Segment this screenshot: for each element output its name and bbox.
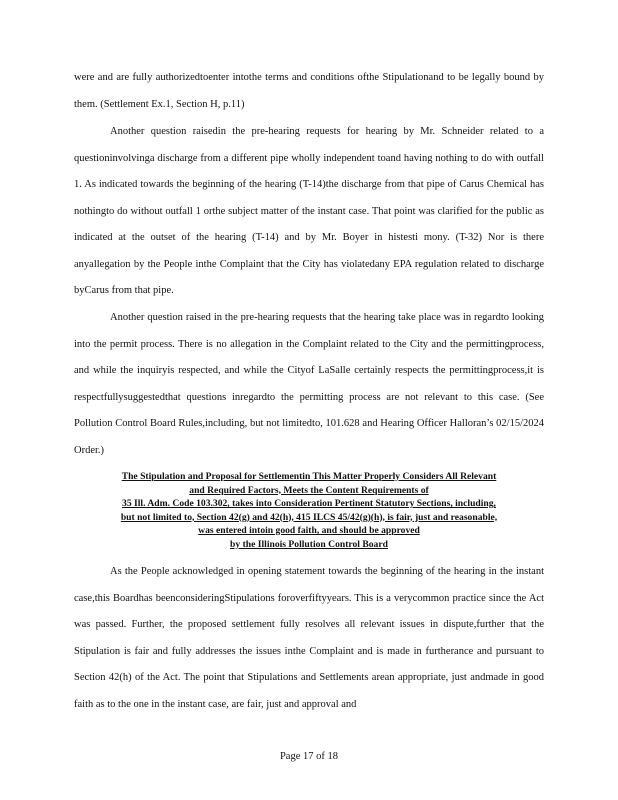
- paragraph-permit-process: Another question raised in the pre-hearing requests that the hearing take place was in regardto looking into the permit process. There is no allegation in the Complaint related to the City and the permittingprocess, and while the inquiryis respected, and while the Cityof LaSalle certainly respects the permittingprocess,it is respectfullysuggestedthat questions inregardto the permitting process are not relevant to this case. (See Pollution Control Board Rules,including, but not limitedto, 101.628 and Hearing Officer Halloran’s 02/15/2024 Order.): [74, 312, 544, 456]
- heading-line: by the Illinois Pollution Control Board: [230, 538, 388, 550]
- paragraph-stipulation-practice: As the People acknowledged in opening statement towards the beginning of the hearing in the instant case,this Boardhas beenconsideringStipulations foroverfiftyyears. This is a verycommon practice since the Act was passed. Further, the proposed settlement fully resolves all relevant issues in dispute,further that the Stipulation is fair and fully addresses the issues inthe Complaint and is made in furtherance and pursuant to Section 42(h) of the Act. The point that Stipulations and Settlements arean appropriate, just andmade in good faith as to the one in the instant case, are fair, just and approval and: [74, 566, 544, 710]
- page-number: Page 17 of 18: [279, 751, 339, 762]
- section-heading: [76, 470, 542, 551]
- heading-line: The Stipulation and Proposal for Settlementin This Matter Properly Considers All Relevant: [121, 471, 497, 482]
- paragraph-outfall-discharge: Another question raisedin the pre-hearing requests for hearing by Mr. Schneider related to a questioninvolvinga discharge from a different pipe wholly independent toand having nothing to do with outfall 1. As indicated towards the beginning of the hearing (T-14)the discharge from that pipe of Carus Chemical has nothingto do without outfall 1 orthe subject matter of the instant case. That point was clarified for the public as indicated at the outset of the hearing (T-14) and by Mr. Boyer in histesti mony. (T-32) Nor is there anyallegation by the People inthe Complaint that the City has violatedany EPA regulation related to discharge byCarus from that pipe.: [74, 126, 544, 296]
- heading-line: and Required Factors, Meets the Content Requirements of: [189, 484, 429, 496]
- heading-line: but not limited to, Section 42(g) and 42(h), 415 ILCS 45/42(g)(h), is fair, just and reasonable,: [120, 511, 498, 523]
- heading-line: 35 Ill. Adm. Code 103.302, takes into Consideration Pertinent Statutory Sections, including,: [122, 498, 496, 509]
- paragraph-authorization: were and are fully authorizedtoenter intothe terms and conditions ofthe Stipulationand to be legally bound by them. (Settlement Ex.1, Section H, p.11): [74, 72, 544, 110]
- heading-line: was entered intoin good faith, and should be approved: [198, 525, 420, 536]
